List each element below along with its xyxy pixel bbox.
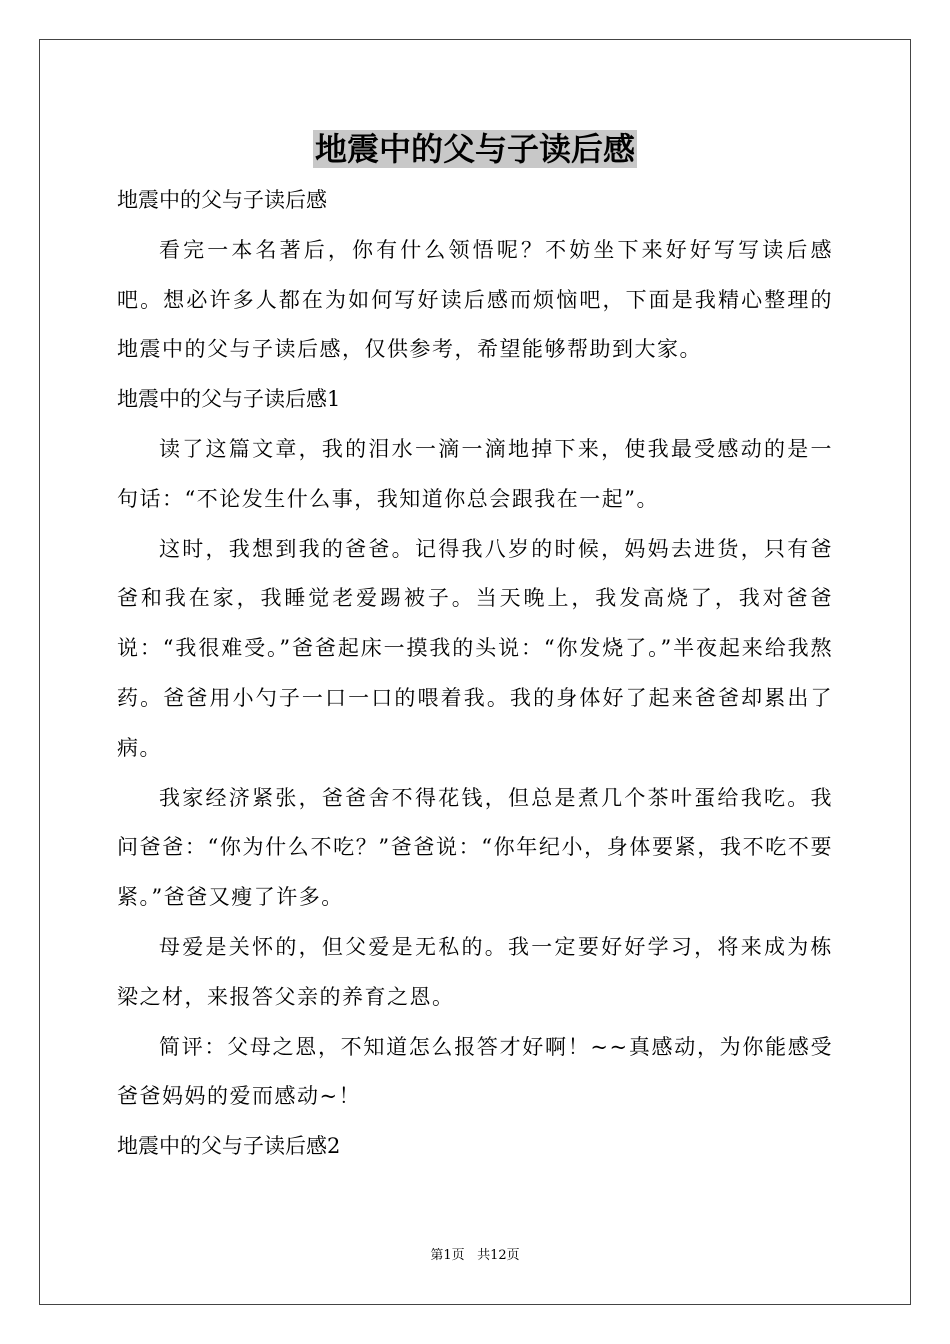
body-paragraph: 我家经济紧张，爸爸舍不得花钱，但总是煮几个茶叶蛋给我吃。我问爸爸：“你为什么不吃？”爸爸说：“你年纪小，身体要紧，我不吃不要紧。”爸爸又瘦了许多。 bbox=[117, 785, 833, 910]
body-paragraph: 简评：父母之恩，不知道怎么报答才好啊！~~真感动，为你能感受爸爸妈妈的爱而感动~！ bbox=[117, 1034, 833, 1109]
document-title bbox=[0, 127, 950, 171]
body-paragraph: 母爱是关怀的，但父爱是无私的。我一定要好好学习，将来成为栋梁之材，来报答父亲的养育之恩。 bbox=[117, 934, 833, 1009]
page-footer bbox=[0, 1246, 950, 1266]
section-heading: 地震中的父与子读后感1 bbox=[117, 387, 341, 412]
body-paragraph: 看完一本名著后，你有什么领悟呢？不妨坐下来好好写写读后感吧。想必许多人都在为如何写好读后感而烦恼吧，下面是我精心整理的地震中的父与子读后感，仅供参考，希望能够帮助到大家。 bbox=[117, 237, 833, 362]
page-number: 第1页 bbox=[430, 1248, 465, 1263]
body-paragraph: 读了这篇文章，我的泪水一滴一滴地掉下来，使我最受感动的是一句话：“不论发生什么事，我知道你总会跟我在一起”。 bbox=[117, 436, 833, 511]
section-heading: 地震中的父与子读后感 bbox=[117, 188, 327, 212]
document-title-text: 地震中的父与子读后感 bbox=[314, 130, 635, 168]
page-total: 共12页 bbox=[477, 1248, 520, 1263]
section-heading: 地震中的父与子读后感2 bbox=[117, 1134, 341, 1159]
body-paragraph: 这时，我想到我的爸爸。记得我八岁的时候，妈妈去进货，只有爸爸和我在家，我睡觉老爱踢被子。当天晚上，我发高烧了，我对爸爸说：“我很难受。”爸爸起床一摸我的头说：“你发烧了。”半夜起来给我熬药。爸爸用小勺子一口一口的喂着我。我的身体好了起来爸爸却累出了病。 bbox=[117, 536, 833, 760]
document-body bbox=[117, 176, 833, 1172]
